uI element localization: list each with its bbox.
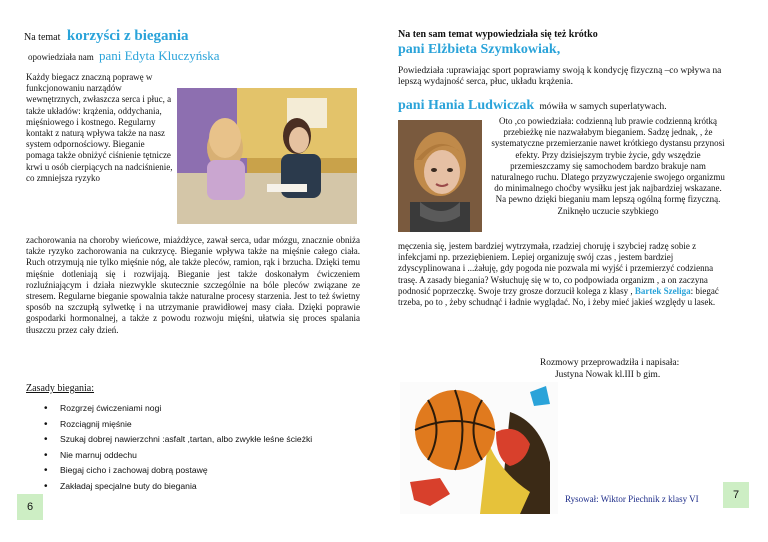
bartek-text: : biegać trzeba, po to , żeby schudnąć i ładnie wyglądać. No, i żeby mieć jakieś względy u lasek. bbox=[398, 285, 719, 308]
rules-list bbox=[44, 401, 312, 494]
portrait-photo bbox=[398, 120, 482, 232]
page-number-left: 6 bbox=[17, 494, 43, 520]
right-header-person: pani Elżbieta Szymkowiak, bbox=[398, 42, 561, 57]
interview-photo-illustration bbox=[177, 88, 357, 224]
left-header-prefix: Na temat bbox=[24, 32, 61, 43]
hania-quote-full bbox=[398, 241, 728, 308]
hania-quote-continuation: męczenia się, jestem bardziej wytrzymała, rzadziej choruję i szybciej radzę sobie z infekcjami np. przeziębieniem. Lepiej organizuję swój czas , jestem bardziej zdyscyplinowana i ...żałuję, gdy pogoda nie pozwala mi wyjść i przemierzyć codzienna trasę. A zasady biegania? Wsłuchuję się w to, co podpowiada organizm , a on zaczyna podnosić poprzeczkę. bbox=[398, 241, 714, 296]
basketball-drawing bbox=[400, 382, 558, 514]
list-item: • Biegaj cicho i zachowaj dobrą postawę bbox=[44, 463, 312, 479]
portrait-photo-illustration bbox=[398, 120, 482, 232]
left-header-line2 bbox=[28, 48, 220, 64]
right-header-line1: Na ten sam temat wypowiedziała się też krótko bbox=[398, 29, 598, 40]
rules-heading: Zasady biegania: bbox=[26, 383, 95, 394]
left-header2-prefix: opowiedziała nam bbox=[28, 52, 94, 62]
page-number-right: 7 bbox=[723, 482, 749, 508]
drawing-credit: Rysował: Wiktor Piechnik z klasy VI bbox=[565, 494, 699, 504]
hania-name: pani Hania Ludwiczak bbox=[398, 98, 535, 113]
list-item: • Rozgrzej ćwiczeniami nogi bbox=[44, 401, 312, 417]
list-item: • Nie marnuj oddechu bbox=[44, 448, 312, 464]
hania-line bbox=[398, 98, 667, 114]
bartek-name: Bartek Szeliga bbox=[634, 285, 691, 296]
list-item: • Szukaj dobrej nawierzchni :asfalt ,tartan, albo zwykłe leśne ścieżki bbox=[44, 432, 312, 448]
signature-line1: Rozmowy przeprowadziła i napisała: bbox=[540, 358, 680, 368]
list-item: • Rozciągnij mięśnie bbox=[44, 417, 312, 433]
bartek-prefix: Swoje trzy grosze dorzucił kolega z klasy , bbox=[478, 285, 633, 296]
interview-photo bbox=[177, 88, 357, 224]
basketball-drawing-illustration bbox=[400, 382, 558, 514]
left-header-person: pani Edyta Kluczyńska bbox=[98, 48, 220, 63]
signature-line2: Justyna Nowak kl.III b gim. bbox=[555, 370, 661, 380]
hania-quote-side: Oto ,co powiedziała: codzienną lub prawie codzienną krótką przebieżkę nie nazwałabym bieganiem. Sadzę jednak, , że systematyczne przemierzanie nawet krótkiego dystansu przynosi efekty. Przy dzisiejszym trybie życie, gdy wszędzie przemieszczamy się samochodem bardzo brakuje nam naturalnego ruchu. Dlatego przyzwyczajenie swojego organizmu do minimalnego choćby wysiłku jest jak najbardziej wskazane. Na pewno dzięki bieganiu mam lepszą ogólną formę fizyczną. Zniknęło uczucie szybkiego bbox=[491, 116, 725, 216]
left-column-text: Każdy biegacz znaczną poprawę w funkcjonowaniu narządów wewnętrznych, zwłaszcza serca i płuc, a także układów: krążenia, oddychania, mięśniowego i kostnego. Regularny kontakt z naturą wpływa także na nasz system odpornościowy. Bieganie pomaga także obniżyć ciśnienie tętnicze krwi u osób cierpiących na nadciśnienie, co zmniejsza ryzyko bbox=[26, 72, 173, 183]
right-paragraph1: Powiedziała :uprawiając sport poprawiamy swoją k kondycję fizyczną –co wpływa na lepszą wydajność serca, płuc, układu krążenia. bbox=[398, 66, 722, 87]
left-header-line1 bbox=[24, 28, 189, 45]
list-item: • Zakładaj specjalne buty do biegania bbox=[44, 479, 312, 495]
hania-intro: mówiła w samych superlatywach. bbox=[539, 102, 667, 112]
left-header-topic: korzyści z biegania bbox=[66, 28, 189, 44]
left-full-text: zachorowania na choroby wieńcowe, miażdżyce, zawał serca, udar mózgu, znacznie obniża także ryzyko zachorowania na cukrzycę. Bieganie wpływa także na mięśnie całego ciała. Ruch otrzymują nie tylko mięśnie nóg, ale także pleców, ramion, rąk i brzucha. Dzięki temu mięśnie dotleniają się i rozwijają. Bieganie jest także doskonałym ćwiczeniem rozluźniającym i działa niezwykle skutecznie szczególnie na bóle pleców związane ze stresem. Regularne bieganie spowalnia także naturalne procesy starzenia. Jest to też świetny sposób na szczupłą sylwetkę i na utrzymanie prawidłowej masy ciała. Dzięki poprawie gospodarki hormonalnej, a także z powodu rozwoju mięśni, ułatwia się proces spalania tłuszczu przez cały dzień. bbox=[26, 235, 360, 335]
